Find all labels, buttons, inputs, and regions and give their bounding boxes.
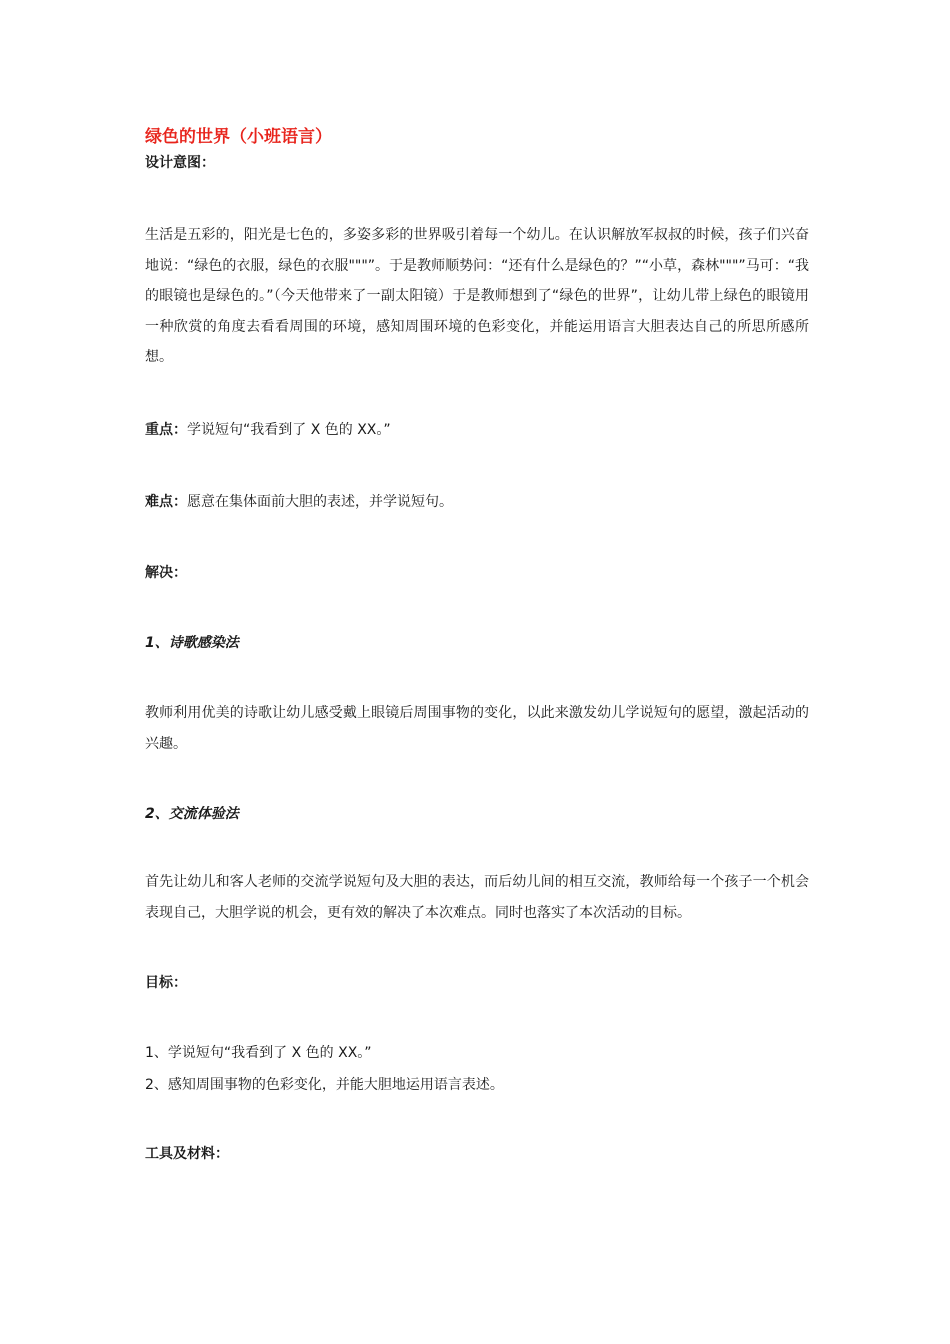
difficulty-text: 愿意在集体面前大胆的表述，并学说短句。 — [187, 494, 453, 510]
key-point-paragraph — [145, 415, 809, 446]
key-point-label: 重点： — [145, 421, 187, 438]
goals-heading: 目标： — [145, 975, 187, 991]
solution-heading: 解决： — [145, 564, 187, 581]
goal-item: 1、学说短句“我看到了 X 色的 XX。” — [145, 1044, 372, 1061]
difficulty-paragraph — [145, 487, 809, 518]
design-intent-heading: 设计意图： — [145, 155, 215, 171]
materials-heading: 工具及材料： — [145, 1145, 229, 1162]
method2-title: 2、交流体验法 — [145, 806, 239, 822]
goal-item: 2、感知周围事物的色彩变化，并能大胆地运用语言表述。 — [145, 1076, 504, 1093]
design-intent-paragraph: 生活是五彩的，阳光是七色的，多姿多彩的世界吸引着每一个幼儿。在认识解放军叔叔的时候，孩子们兴奋地说：“绿色的衣服，绿色的衣服"""”。于是教师顺势问：“还有什么是绿色的？”“小草，森林"""”马可：“我的眼镜也是绿色的。”（今天他带来了一副太阳镜）于是教师想到了“绿色的世界”，让幼儿带上绿色的眼镜用一种欣赏的角度去看看周围的环境，感知周围环境的色彩变化，并能运用语言大胆表达自己的所思所感所想。 — [145, 227, 809, 365]
method1-title: 1、诗歌感染法 — [145, 635, 239, 651]
method2-paragraph: 首先让幼儿和客人老师的交流学说短句及大胆的表达，而后幼儿间的相互交流，教师给每一个孩子一个机会表现自己，大胆学说的机会，更有效的解决了本次难点。同时也落实了本次活动的目标。 — [145, 874, 809, 921]
document-title: 绿色的世界（小班语言） — [145, 127, 332, 147]
key-point-text: 学说短句“我看到了 X 色的 XX。” — [187, 421, 391, 438]
document-page — [145, 122, 809, 1169]
method1-paragraph: 教师利用优美的诗歌让幼儿感受戴上眼镜后周围事物的变化，以此来激发幼儿学说短句的愿望，激起活动的兴趣。 — [145, 705, 809, 752]
difficulty-label: 难点： — [145, 494, 187, 510]
